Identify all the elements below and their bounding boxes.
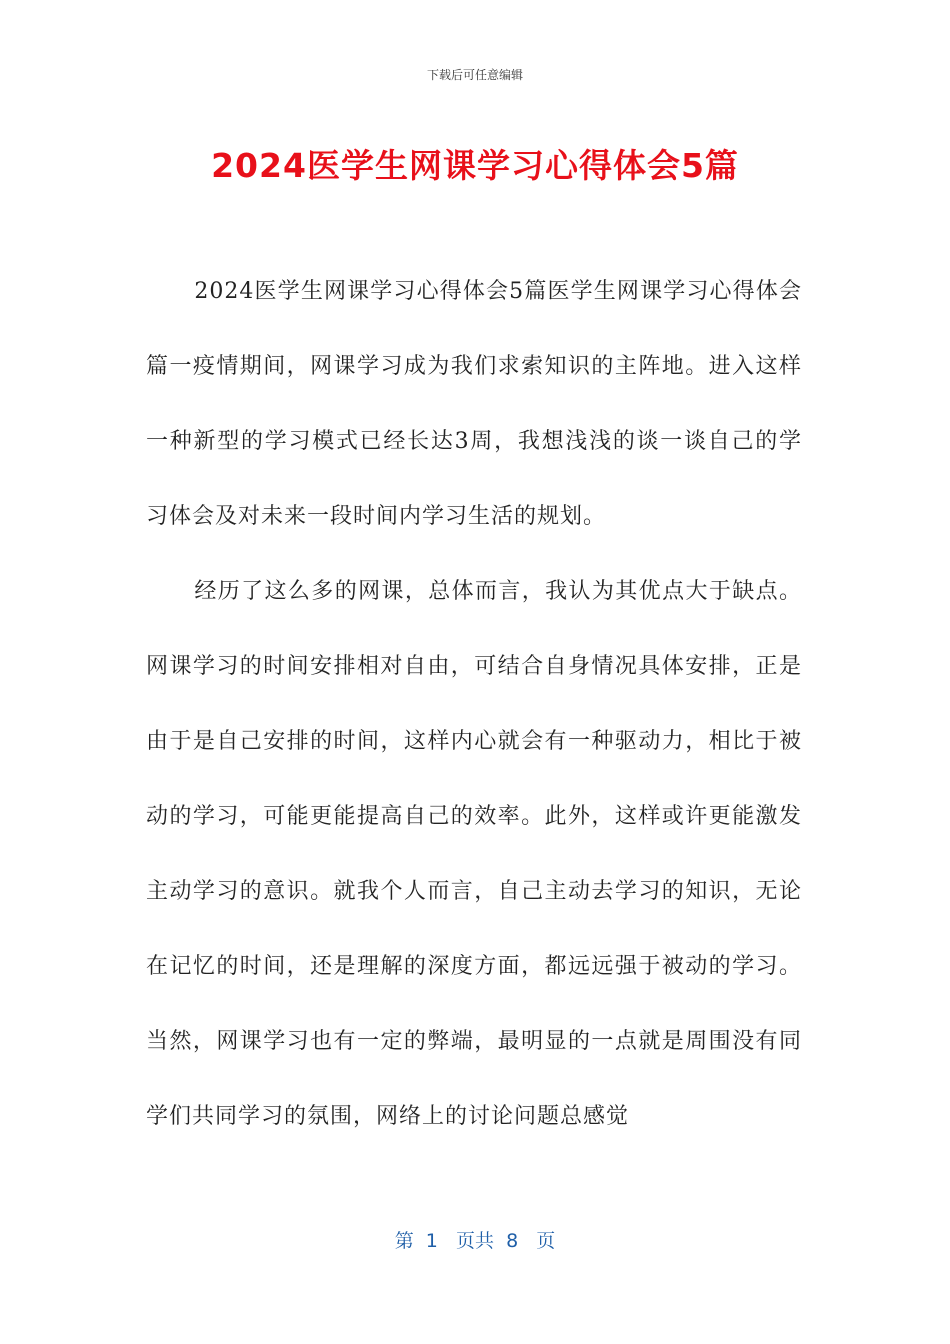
document-body [146,254,802,1154]
download-note: 下载后可任意编辑 [426,68,523,82]
paragraph-2: 经历了这么多的网课，总体而言，我认为其优点大于缺点。网课学习的时间安排相对自由，可结合自身情况具体安排，正是由于是自己安排的时间，这样内心就会有一种驱动力，相比于被动的学习，可能更能提高自己的效率。此外，这样或许更能激发主动学习的意识。就我个人而言，自己主动去学习的知识，无论在记忆的时间，还是理解的深度方面，都远远强于被动的学习。当然，网课学习也有一定的弊端，最明显的一点就是周围没有同学们共同学习的氛围，网络上的讨论问题总感觉 [146,579,802,1129]
paragraph-1: 2024医学生网课学习心得体会5篇医学生网课学习心得体会篇一疫情期间，网课学习成为我们求索知识的主阵地。进入这样一种新型的学习模式已经长达3周，我想浅浅的谈一谈自己的学习体会及对未来一段时间内学习生活的规划。 [146,279,802,529]
page-number: 第 1 页共 8 页 [394,1230,556,1252]
document-title: 2024医学生网课学习心得体会5篇 [211,146,739,185]
